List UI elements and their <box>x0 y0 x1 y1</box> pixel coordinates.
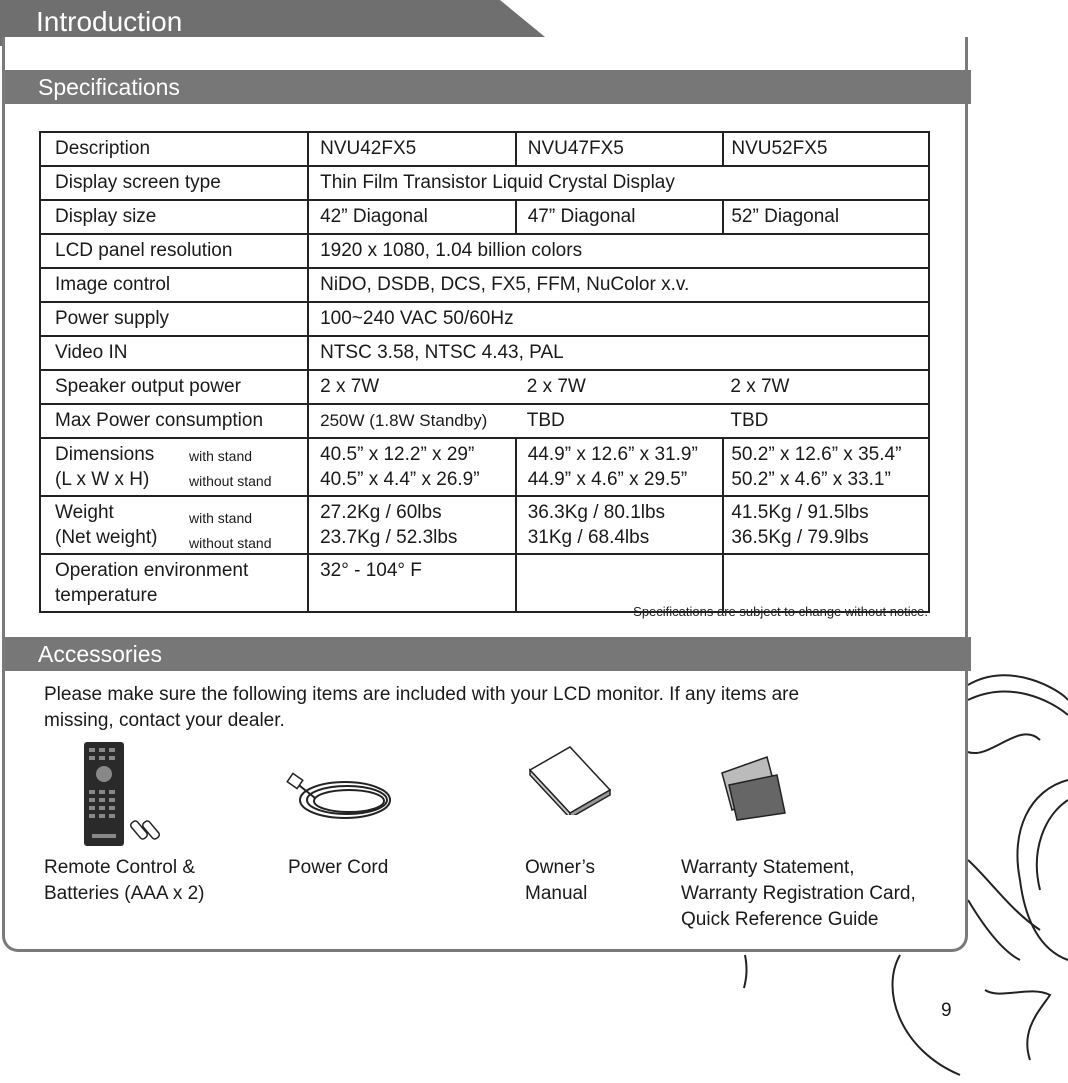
accessories-intro: Please make sure the following items are included with your LCD monitor. If any items are missing, contact your dealer. <box>44 684 800 731</box>
manual-icon <box>525 745 615 815</box>
chapter-title: Introduction <box>36 6 183 37</box>
specifications-table <box>39 131 930 613</box>
page-number: 9 <box>941 1000 952 1021</box>
table-row: Video IN NTSC 3.58, NTSC 4.43, PAL <box>40 336 929 370</box>
table-row: LCD panel resolution 1920 x 1080, 1.04 billion colors <box>40 234 929 268</box>
table-row: Image control NiDO, DSDB, DCS, FX5, FFM, NuColor x.v. <box>40 268 929 302</box>
table-row: Dimensions with stand (L x W x H) without stand 40.5” x 12.2” x 29” 40.5” x 4.4” x 26.9” 44.9” x 12.6” x 31.9” 44.9” x 4.6” x 29.5” 50.2” x 12.6” x 35.4” 50.2” x 4.6” x 33.1” <box>40 438 929 496</box>
accessory-warranty-label: Warranty Statement, Warranty Registration Card, Quick Reference Guide <box>681 857 916 930</box>
table-row: Description NVU42FX5 NVU47FX5 NVU52FX5 <box>40 132 929 166</box>
table-row: Weight with stand (Net weight) without stand 27.2Kg / 60lbs 23.7Kg / 52.3lbs 36.3Kg / 80.1lbs 31Kg / 68.4lbs 41.5Kg / 91.5lbs 36.5Kg / 79.9lbs <box>40 496 929 554</box>
accessory-remote-label: Remote Control & Batteries (AAA x 2) <box>44 857 205 904</box>
table-row: Speaker output power 2 x 7W 2 x 7W 2 x 7W <box>40 370 929 404</box>
table-row: Display size 42” Diagonal 47” Diagonal 52” Diagonal <box>40 200 929 234</box>
warranty-cards-icon <box>717 755 807 825</box>
power-cord-icon <box>285 770 405 830</box>
remote-control-icon <box>80 740 170 850</box>
accessories-heading: Accessories <box>5 637 971 671</box>
accessory-power-cord-label: Power Cord <box>288 857 389 878</box>
table-row: Operation environment temperature 32° - 104° F <box>40 554 929 612</box>
accessory-manual-label: Owner’s Manual <box>525 857 596 904</box>
table-row: Power supply 100~240 VAC 50/60Hz <box>40 302 929 336</box>
table-row: Max Power consumption 250W (1.8W Standby) TBD TBD <box>40 404 929 438</box>
spec-change-note: Specifications are subject to change without notice. <box>633 604 928 619</box>
table-row: Display screen type Thin Film Transistor Liquid Crystal Display <box>40 166 929 200</box>
specifications-heading: Specifications <box>5 70 971 104</box>
